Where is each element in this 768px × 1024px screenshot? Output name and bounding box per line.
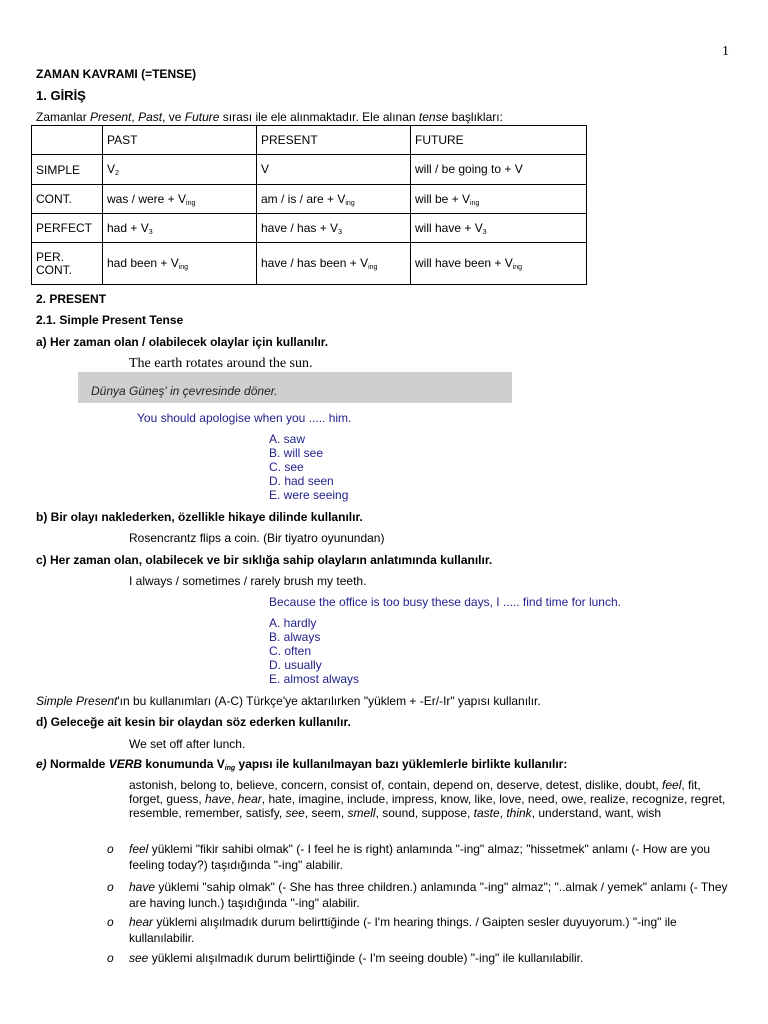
table-cell	[411, 185, 587, 214]
rule-e-heading	[36, 757, 567, 772]
table-cell	[103, 243, 257, 285]
bullet-text: yüklemi alışılmadık durum belirttiğinde (- I'm hearing things. / Gaipten sesler duyuyorum.) "-ing" ile kullanılabilir.	[129, 915, 677, 945]
subsection-heading: 2.1. Simple Present Tense	[36, 313, 184, 327]
example-sentence: We set off after lunch.	[129, 737, 246, 751]
cell-subscript: ing	[186, 199, 196, 207]
verb-list-text: ,	[499, 806, 507, 820]
verb-list-text: , understand, want, wish	[531, 806, 662, 820]
note-text: 'ın bu kullanımları (A-C) Türkçe'ye aktarılırken "yüklem + -Er/-Ir" yapısı kullanılır.	[117, 694, 541, 708]
rule-e-text: Normalde	[46, 757, 109, 771]
option-item: B. always	[269, 630, 321, 644]
table-cell	[103, 155, 257, 185]
verb-list-italic: hear	[237, 792, 262, 806]
question-1-options	[269, 432, 348, 502]
usage-note	[36, 694, 541, 708]
cell-text: had been + V	[107, 256, 179, 270]
rule-e-text: konumunda V	[142, 757, 225, 771]
option-item: C. often	[269, 644, 312, 658]
table-row	[32, 155, 587, 185]
cell-text: V	[107, 162, 116, 176]
page-number: 1	[722, 44, 729, 59]
example-sentence: Rosencrantz flips a coin. (Bir tiyatro oyunundan)	[129, 531, 385, 545]
bullet-text: yüklemi "sahip olmak" (- She has three children.) anlamında "-ing" almaz"; "..almak / yemek" anlamı (- They are having lunch.) taşıdığında "-ing" alabilir.	[129, 880, 728, 910]
bullet-item	[129, 879, 732, 911]
row-label: CONT.	[32, 185, 103, 214]
cell-text: am / is / are + V	[261, 191, 346, 206]
cell-text: was / were + V	[107, 191, 187, 206]
table-header-cell: FUTURE	[411, 126, 587, 155]
option-item: B. will see	[269, 446, 324, 460]
bullet-verb: hear	[129, 915, 154, 929]
question-1: You should apologise when you ..... him.	[137, 411, 352, 425]
section-heading-giris: 1. GİRİŞ	[36, 88, 86, 103]
tense-table	[31, 125, 587, 285]
cell-text: have / has + V	[261, 220, 339, 235]
question-2-options	[269, 616, 359, 686]
verb-list-text: , hate, imagine, include, impress, know, like, love, need, owe, realize, recognize, regret, resemble, remember, satisfy,	[129, 792, 726, 820]
option-item: D. usually	[269, 658, 322, 672]
bullet-marker: o	[107, 842, 114, 856]
table-cell	[411, 214, 587, 243]
verb-list-italic: think	[506, 806, 532, 820]
bullet-marker: o	[107, 880, 114, 894]
intro-future: Future	[184, 110, 220, 124]
bullet-verb: feel	[129, 842, 149, 856]
cell-text: will be + V	[415, 191, 471, 206]
rule-e-text: yapısı ile kullanılmayan bazı yüklemlerle birlikte kullanılır:	[235, 757, 568, 771]
section-heading-present: 2. PRESENT	[36, 292, 107, 306]
bullet-verb: have	[129, 880, 156, 894]
note-italic: Simple Present	[36, 694, 118, 708]
table-cell	[411, 155, 587, 185]
question-2: Because the office is too busy these days, I ..... find time for lunch.	[269, 595, 621, 609]
cell-subscript: 3	[482, 228, 487, 236]
table-header-cell	[32, 126, 103, 155]
intro-text: ,	[131, 110, 139, 124]
example-sentence: The earth rotates around the sun.	[129, 356, 313, 371]
table-row	[32, 214, 587, 243]
table-cell	[257, 243, 411, 285]
verb-list-text: , sound, suppose,	[375, 806, 474, 820]
verb-list-italic: have	[205, 792, 232, 806]
verb-list-italic: see	[285, 806, 305, 820]
table-row	[32, 243, 587, 285]
bullet-item	[129, 914, 732, 946]
table-cell	[257, 185, 411, 214]
verb-list-text: , seem,	[304, 806, 348, 820]
intro-present: Present	[90, 110, 132, 124]
option-item: E. were seeing	[269, 488, 349, 502]
option-item: E. almost always	[269, 672, 360, 686]
row-label: SIMPLE	[32, 155, 103, 185]
table-header-cell: PRESENT	[257, 126, 411, 155]
intro-text: , ve	[162, 110, 185, 124]
cell-text: will have been + V	[415, 256, 513, 270]
table-cell	[103, 185, 257, 214]
option-item: A. hardly	[269, 616, 317, 630]
rule-c-heading: c) Her zaman olan, olabilecek ve bir sıklığa sahip olayların anlatımında kullanılır.	[36, 553, 493, 567]
cell-subscript: ing	[345, 199, 355, 207]
bullet-marker: o	[107, 951, 114, 965]
table-cell	[411, 243, 587, 285]
cell-subscript: ing	[178, 264, 189, 271]
bullet-item	[129, 841, 732, 873]
rule-a-heading: a) Her zaman olan / olabilecek olaylar için kullanılır.	[36, 335, 329, 349]
cell-text: V	[261, 162, 270, 176]
cell-subscript: ing	[470, 199, 480, 207]
verb-list-text: astonish, belong to, believe, concern, consist of, contain, depend on, deserve, detest, dislike, doubt,	[129, 778, 663, 792]
table-cell	[257, 214, 411, 243]
bullet-text: yüklemi alışılmadık durum belirttiğinde (- I'm seeing double) "-ing" ile kullanılabilir.	[148, 951, 584, 965]
bullet-verb: see	[129, 951, 149, 965]
rule-e-verb: VERB	[108, 757, 143, 771]
stative-verbs-list	[129, 778, 732, 820]
cell-text: will have + V	[415, 220, 483, 235]
translation-text: Dünya Güneş' in çevresinde döner.	[91, 384, 278, 398]
rule-e-subscript: ing	[224, 765, 236, 772]
row-label: PERFECT	[32, 214, 103, 243]
verb-list-italic: feel	[662, 778, 682, 792]
intro-text: Zamanlar	[36, 110, 91, 124]
intro-text: başlıkları:	[448, 110, 503, 124]
bullet-marker: o	[107, 915, 114, 929]
cell-text: will / be going to + V	[415, 162, 523, 176]
example-sentence: I always / sometimes / rarely brush my teeth.	[129, 574, 367, 588]
intro-past: Past	[138, 110, 163, 124]
table-header-row	[32, 126, 587, 155]
rule-b-heading: b) Bir olayı naklederken, özellikle hikaye dilinde kullanılır.	[36, 510, 363, 524]
verb-list-italic: smell	[347, 806, 376, 820]
bullet-text: yüklemi "fikir sahibi olmak" (- I feel he is right) anlamında "-ing" almaz; "hissetmek" anlamı (- How are you feeling today?) taşıdığında "-ing" alabilir.	[129, 842, 711, 872]
cell-subscript: 3	[148, 228, 153, 236]
cell-subscript: 3	[338, 228, 342, 236]
option-item: A. saw	[269, 432, 306, 446]
option-item: C. see	[269, 460, 304, 474]
table-cell	[257, 155, 411, 185]
table-row	[32, 185, 587, 214]
cell-text: had + V	[107, 220, 149, 235]
table-cell	[103, 214, 257, 243]
intro-tense: tense	[418, 110, 449, 124]
table-header-cell: PAST	[103, 126, 257, 155]
intro-text: sırası ile ele alınmaktadır. Ele alınan	[219, 110, 419, 124]
rule-e-letter: e)	[36, 757, 47, 771]
cell-subscript: ing	[512, 264, 523, 271]
verb-list-italic: taste	[473, 806, 500, 820]
intro-paragraph	[36, 110, 503, 124]
cell-subscript: 2	[115, 170, 119, 177]
verb-list-text: ,	[231, 792, 238, 806]
row-label: PER. CONT.	[32, 243, 103, 285]
document-title: ZAMAN KAVRAMI (=TENSE)	[36, 67, 197, 81]
cell-subscript: ing	[368, 264, 378, 271]
cell-text: have / has been + V	[261, 256, 369, 270]
bullet-item	[129, 950, 732, 966]
option-item: D. had seen	[269, 474, 334, 488]
verb-list-text: , fit, forget, guess,	[129, 778, 701, 806]
rule-d-heading: d) Geleceğe ait kesin bir olaydan söz ederken kullanılır.	[36, 715, 351, 729]
